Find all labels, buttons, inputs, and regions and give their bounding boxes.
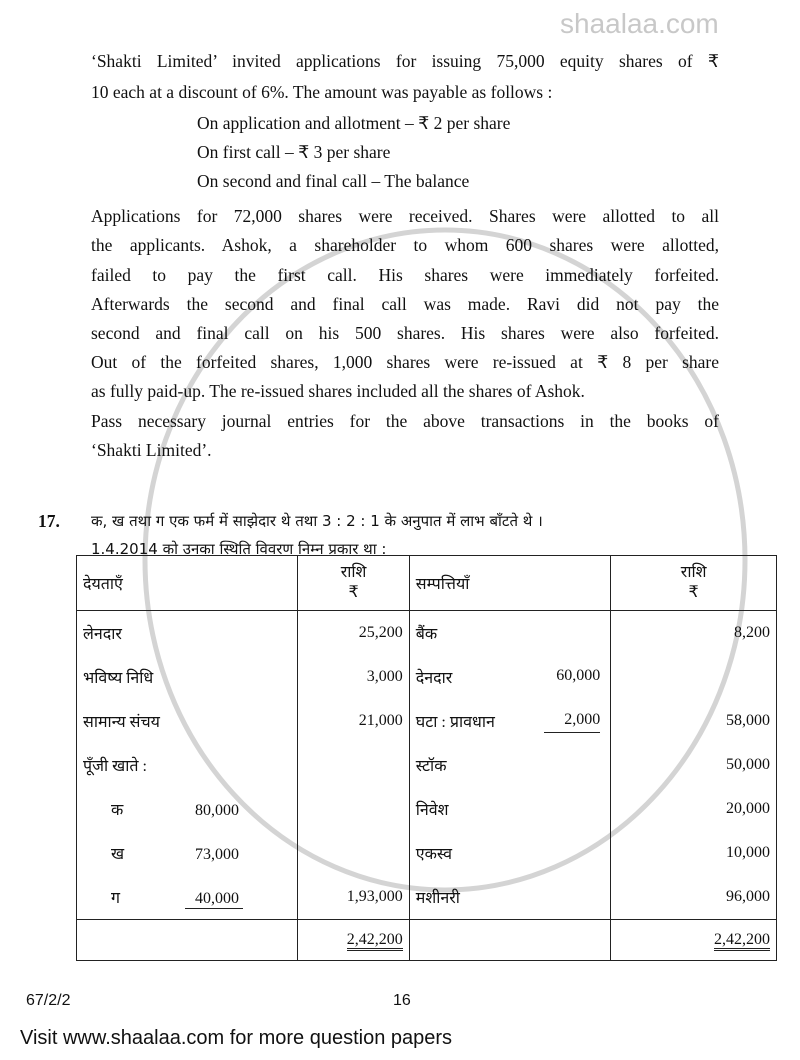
q16-para: Pass necessary journal entries for the above transactions in the books of [91, 411, 719, 431]
q16-para: failed to pay the first call. His shares were immediately forfeited. [91, 265, 719, 285]
liability-amount: 1,93,000 [298, 875, 409, 920]
liability-name: ग [111, 889, 121, 907]
capital-amount: 40,000 [185, 890, 243, 909]
asset-sub-amount: 2,000 [544, 711, 600, 733]
asset-name: बैंक [415, 626, 438, 643]
liability-name: क [111, 802, 124, 819]
table-row [77, 831, 777, 875]
asset-name: घटा : प्रावधान [415, 714, 495, 731]
schedule-item: On first call – ₹ 3 per share [197, 142, 391, 162]
q16-para: the applicants. Ashok, a shareholder to whom 600 shares were allotted, [91, 235, 719, 255]
asset-name: स्टॉक [415, 758, 447, 775]
header-liabilities: देयताएँ [77, 556, 298, 611]
liability-name: पूँजी खाते : [83, 758, 147, 775]
q16-para: ‘Shakti Limited’. [91, 440, 212, 460]
q17-line: 1.4.2014 को उनका स्थिति विवरण निम्न प्रकार था : [91, 540, 387, 558]
total-liabilities: 2,42,200 [347, 931, 403, 951]
asset-amount: 20,000 [611, 787, 777, 831]
q16-para: second and final call on his 500 shares. His shares were also forfeited. [91, 323, 719, 343]
q16-para: as fully paid-up. The re-issued shares included all the shares of Ashok. [91, 381, 585, 401]
liability-amount: 21,000 [298, 699, 409, 743]
page-number: 16 [393, 992, 411, 1009]
asset-amount: 10,000 [611, 831, 777, 875]
header-assets: सम्पत्तियाँ [409, 556, 611, 611]
table-row [77, 743, 777, 787]
q16-para: Afterwards the second and final call was made. Ravi did not pay the [91, 294, 719, 314]
balance-sheet-table [76, 555, 777, 961]
schedule-item: On second and final call – The balance [197, 171, 470, 191]
total-assets: 2,42,200 [714, 931, 770, 951]
asset-name: निवेश [415, 802, 449, 819]
table-row [77, 655, 777, 699]
asset-name: एकस्व [415, 846, 453, 863]
table-row [77, 699, 777, 743]
schedule-item: On application and allotment – ₹ 2 per share [197, 113, 511, 133]
rupee-label: ₹ [688, 584, 699, 601]
liability-name: ख [111, 846, 125, 863]
liability-name: भविष्य निधि [83, 670, 154, 687]
liability-name: सामान्य संचय [83, 714, 160, 731]
capital-amount: 80,000 [195, 802, 239, 819]
q16-para: Out of the forfeited shares, 1,000 shares were re-issued at ₹ 8 per share [91, 352, 719, 372]
asset-amount: 96,000 [611, 875, 777, 920]
liability-name: लेनदार [83, 626, 122, 643]
q17-line: क, ख तथा ग एक फर्म में साझेदार थे तथा 3 : 2 : 1 के अनुपात में लाभ बाँटते थे । [91, 512, 543, 530]
asset-name: मशीनरी [415, 890, 460, 907]
asset-amount: 8,200 [611, 611, 777, 656]
question-number: 17. [38, 511, 60, 531]
table-row [77, 787, 777, 831]
q16-line: 10 each at a discount of 6%. The amount was payable as follows : [91, 82, 553, 102]
total-row [77, 920, 777, 961]
watermark-text: shaalaa.com [560, 8, 719, 39]
liability-amount: 25,200 [298, 611, 409, 656]
asset-amount: 58,000 [611, 699, 777, 743]
asset-amount [611, 655, 777, 699]
asset-name: देनदार [415, 670, 453, 687]
liability-amount [298, 787, 409, 831]
liability-amount [298, 831, 409, 875]
liability-amount [298, 743, 409, 787]
asset-sub-amount: 60,000 [556, 667, 601, 684]
table-row [77, 611, 777, 656]
amount-label: राशि [340, 564, 367, 581]
capital-amount: 73,000 [195, 846, 239, 863]
q16-para: Applications for 72,000 shares were received. Shares were allotted to all [91, 206, 719, 226]
rupee-label: ₹ [348, 584, 359, 601]
q16-line: ‘Shakti Limited’ invited applications for issuing 75,000 equity shares of ₹ [91, 51, 719, 71]
header-amount [298, 556, 409, 611]
header-amount [611, 556, 777, 611]
paper-code: 67/2/2 [26, 992, 71, 1009]
amount-label: राशि [680, 564, 707, 581]
visit-link[interactable]: Visit www.shaalaa.com for more question papers [20, 1027, 453, 1049]
liability-amount: 3,000 [298, 655, 409, 699]
asset-amount: 50,000 [611, 743, 777, 787]
table-row [77, 875, 777, 920]
